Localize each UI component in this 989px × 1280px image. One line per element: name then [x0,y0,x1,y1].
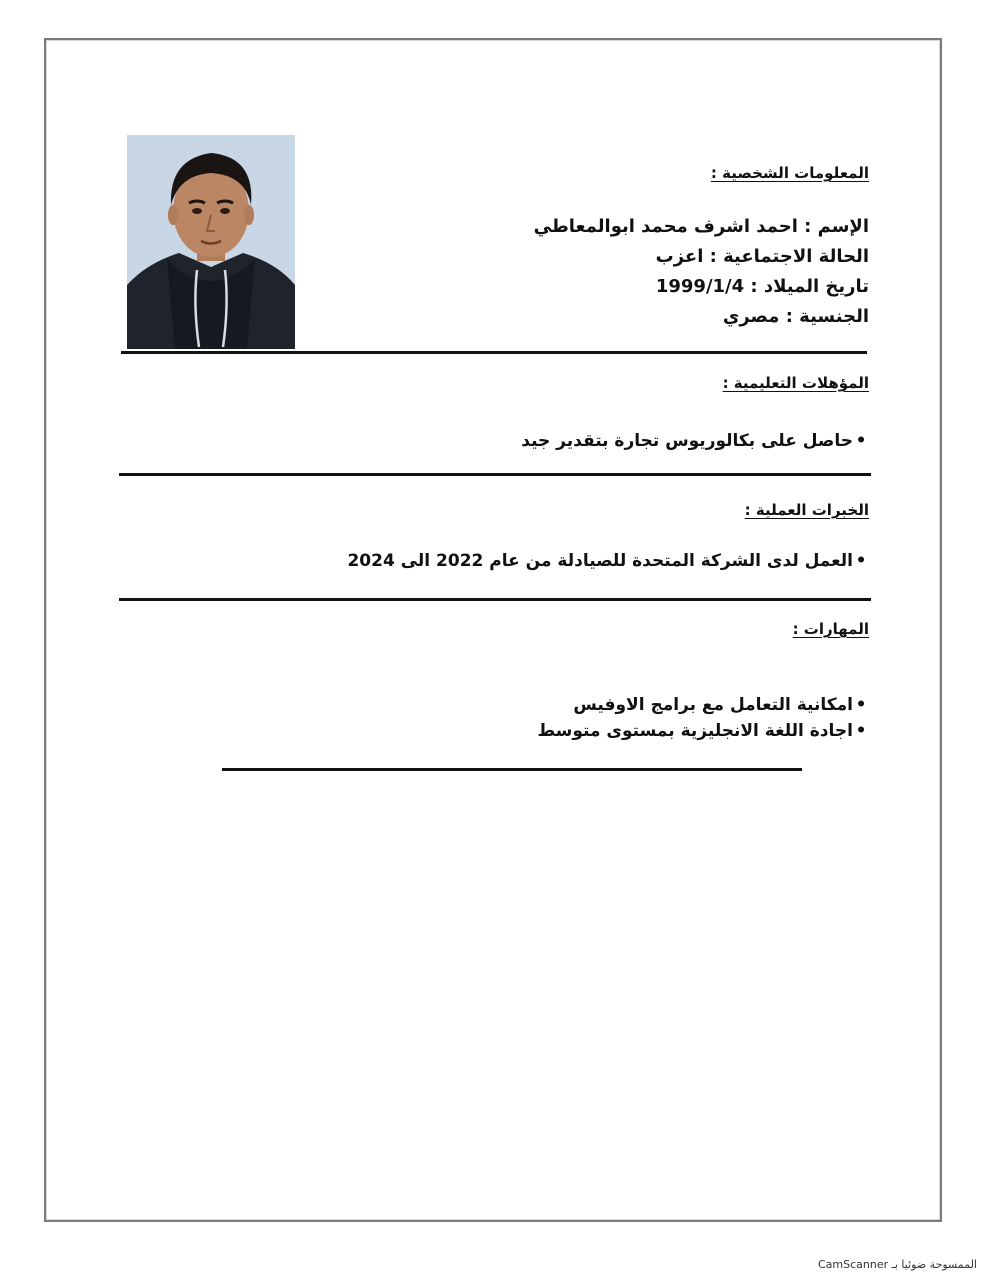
bullet-icon: • [855,551,867,571]
list-item [537,692,869,718]
personal-info-heading: المعلومات الشخصية : [710,164,869,182]
profile-photo [127,135,295,349]
education-heading: المؤهلات التعليمية : [722,374,869,392]
scanner-watermark: الممسوحة ضوئيا بـ CamScanner [817,1258,977,1271]
education-list [521,428,869,454]
experience-item-text: العمل لدى الشركة المتحدة للصيادلة من عام 2022 الى 2024 [347,551,853,571]
bullet-icon: • [855,721,867,741]
section-divider [119,473,871,476]
nationality-line: الجنسية : مصري [722,306,869,327]
skill-item-text: امكانية التعامل مع برامج الاوفيس [573,695,853,715]
experience-list [347,548,869,574]
closing-divider [222,768,802,771]
skills-list [537,692,869,744]
skill-item-text: اجادة اللغة الانجليزية بمستوى متوسط [537,721,853,741]
experience-heading: الخبرات العملية : [744,501,869,519]
personal-info-list [534,212,869,332]
skills-heading: المهارات : [792,620,869,638]
section-divider [119,598,871,601]
section-divider [121,351,867,354]
list-item [521,428,869,454]
birth-date-line: تاريخ الميلاد : 1999/1/4 [655,276,869,297]
list-item [347,548,869,574]
marital-status-line: الحالة الاجتماعية : اعزب [655,246,869,267]
education-item-text: حاصل على بكالوريوس تجارة بتقدير جيد [521,431,853,451]
bullet-icon: • [855,431,867,451]
list-item [537,718,869,744]
bullet-icon: • [855,695,867,715]
name-line: الإسم : احمد اشرف محمد ابوالمعاطي [533,216,869,237]
